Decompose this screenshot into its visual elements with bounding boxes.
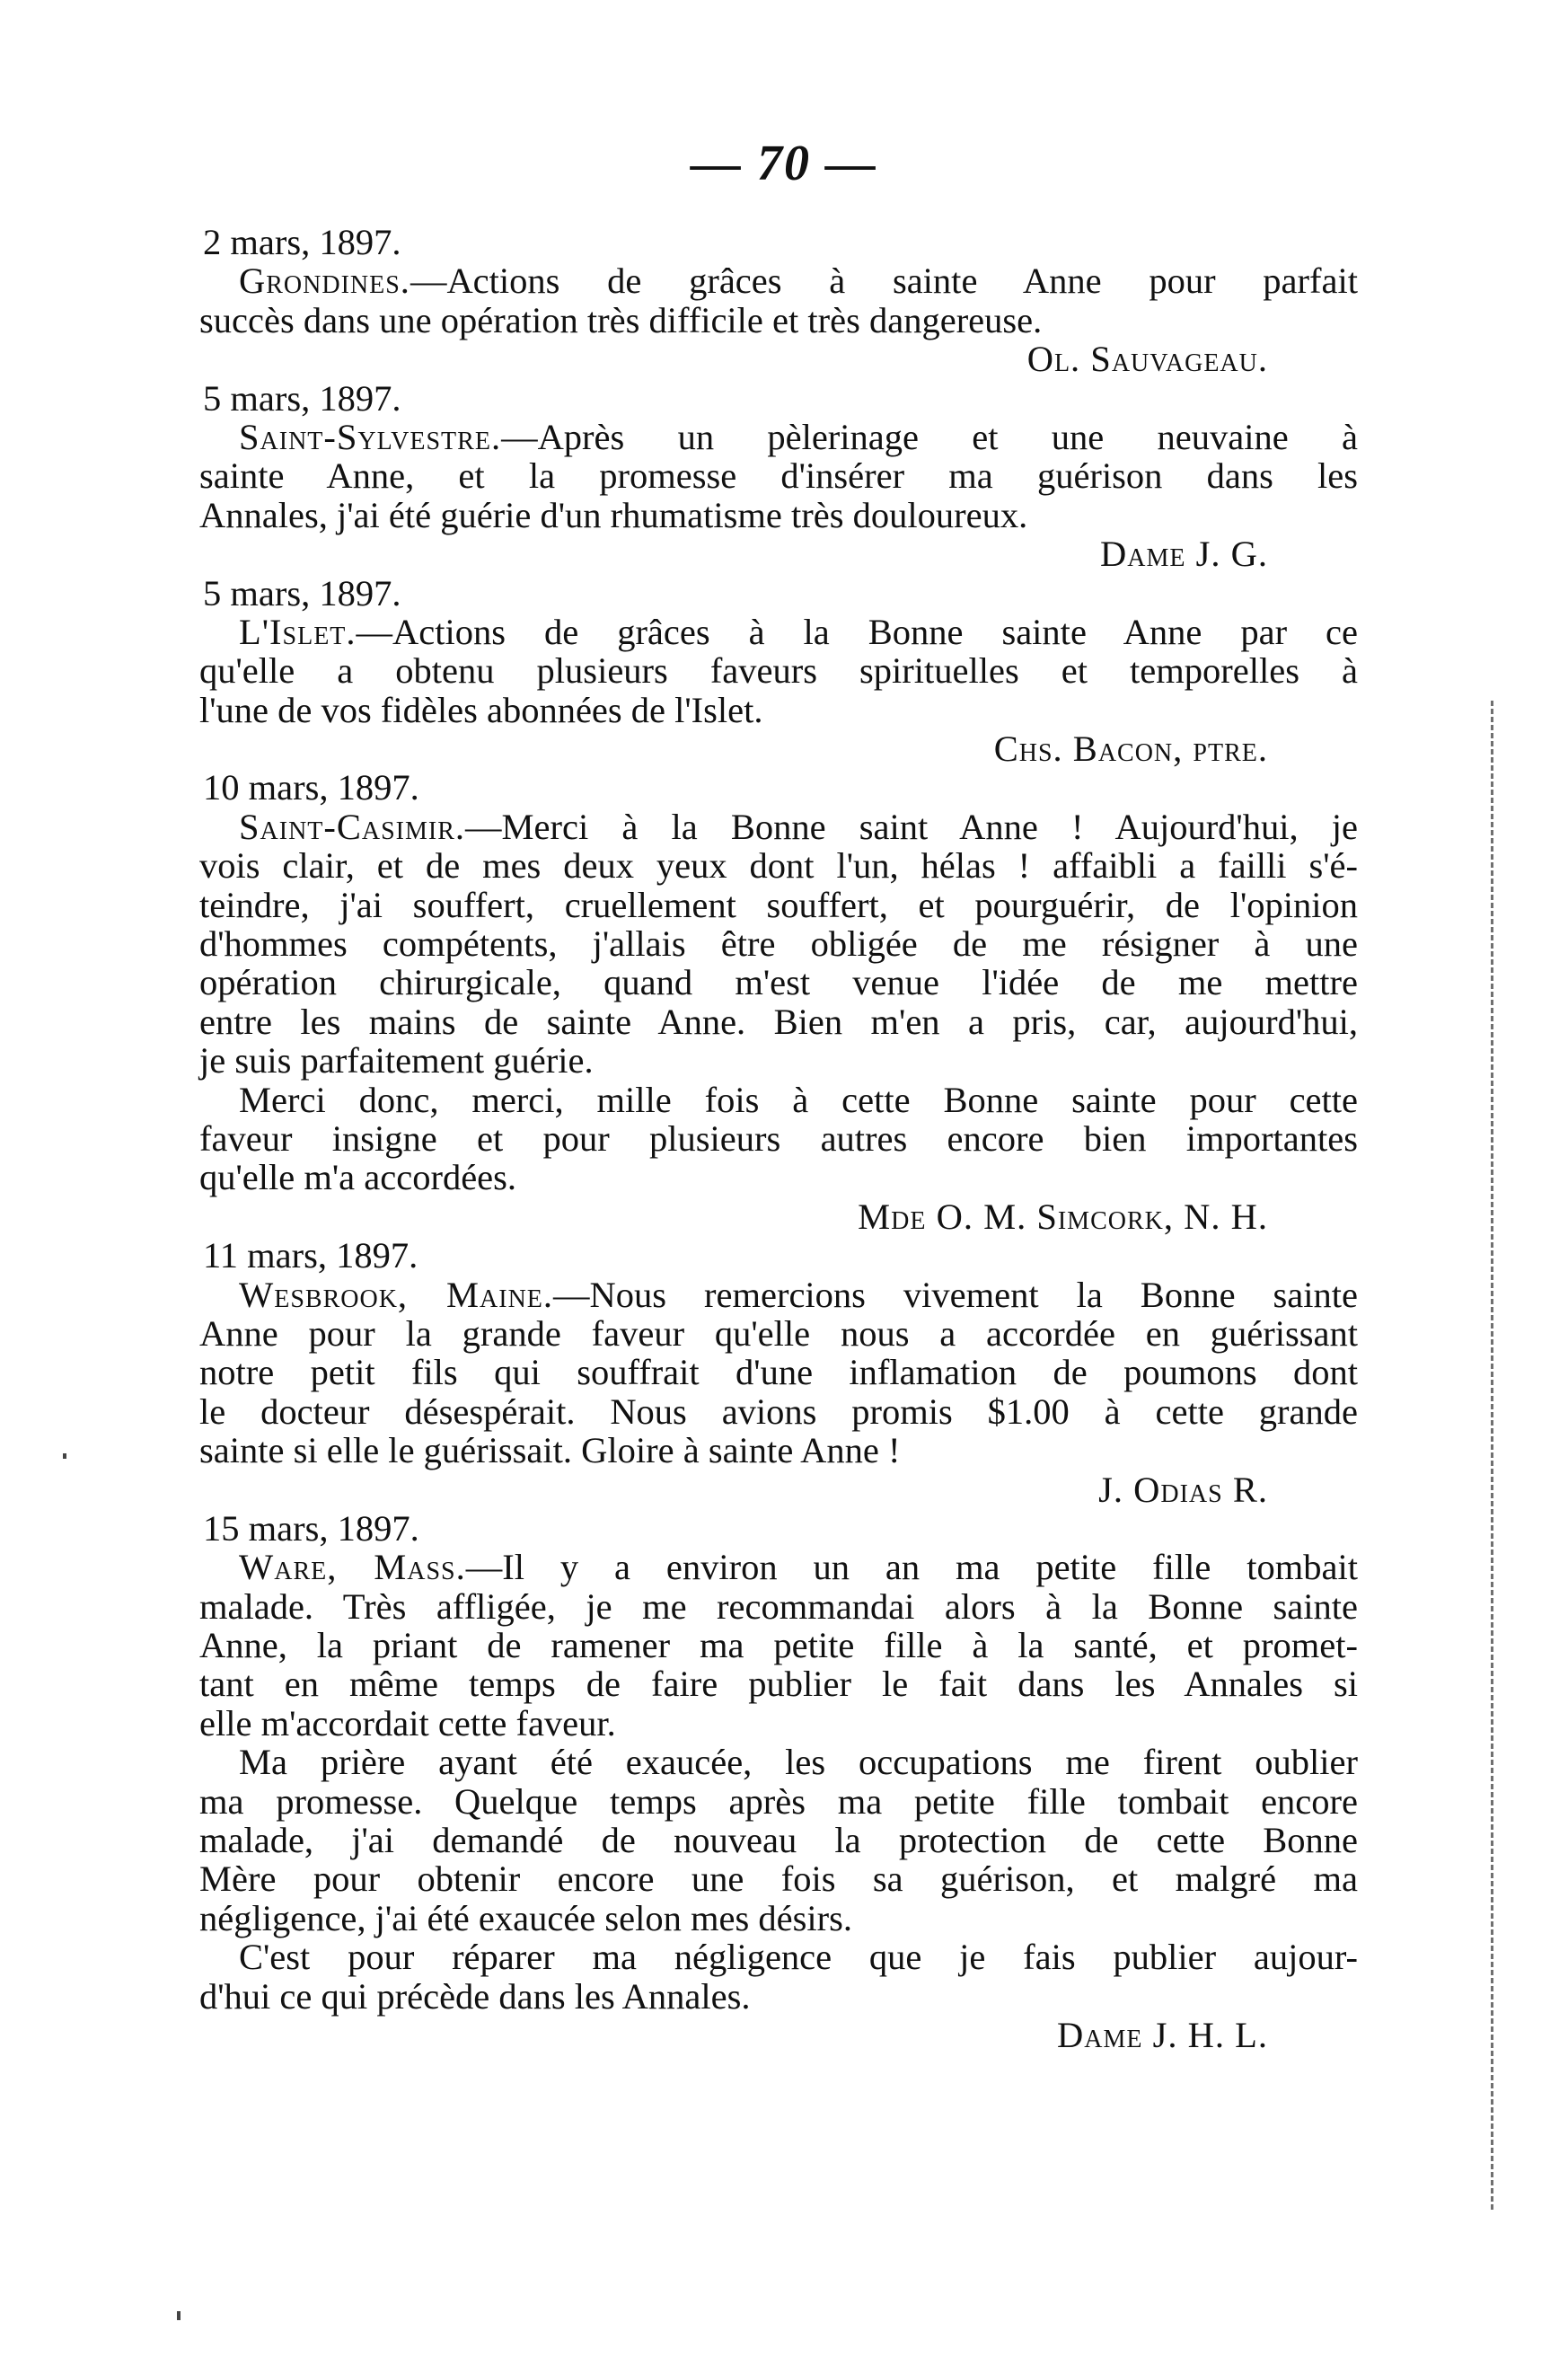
entry-text: Anne pour la grande faveur qu'elle nous a accordée en guérissant: [199, 1312, 1358, 1354]
entry-text: —Actions de grâces à la Bonne sainte Anne par ce: [356, 611, 1358, 652]
entry-text: l'une de vos fidèles abonnées de l'Islet.: [199, 689, 763, 730]
entry-text: entre les mains de sainte Anne. Bien m'en a pris, car, aujourd'hui,: [199, 1001, 1358, 1042]
binding-edge-mark: [1491, 701, 1493, 2210]
entry-text: opération chirurgicale, quand m'est venue l'idée de me mettre: [199, 962, 1358, 1003]
entry-text: malade, j'ai demandé de nouveau la protection de cette Bonne: [199, 1820, 1358, 1861]
entry-text: notre petit fils qui souffrait d'une inflamation de poumons dont: [199, 1352, 1358, 1393]
entry-text: vois clair, et de mes deux yeux dont l'un, hélas ! affaibli a failli s'é-: [199, 845, 1358, 887]
entry-first-line: [199, 261, 1358, 300]
scan-speck: [177, 2311, 181, 2320]
entry-text: sainte si elle le guérissait. Gloire à sainte Anne !: [199, 1430, 901, 1471]
scan-speck: [63, 1453, 66, 1459]
entry-text: d'hui ce qui précède dans les Annales.: [199, 1975, 751, 2017]
entry-date: 10 mars, 1897.: [203, 767, 419, 808]
entry-text: Annales, j'ai été guérie d'un rhumatisme très douloureux.: [199, 494, 1028, 535]
entry-first-line: [199, 613, 1358, 651]
entry-first-line: [199, 418, 1358, 456]
entry-text: négligence, j'ai été exaucée selon mes désirs.: [199, 1897, 852, 1938]
entry-signature: J. Odias R.: [1098, 1469, 1268, 1510]
entry-date: 2 mars, 1897.: [203, 222, 401, 262]
entry-text: tant en même temps de faire publier le fait dans les Annales si: [199, 1664, 1358, 1705]
entry-text: malade. Très affligée, je me recommandai alors à la Bonne sainte: [199, 1585, 1358, 1627]
entry-text: succès dans une opération très difficile et très dangereuse.: [199, 299, 1043, 340]
entry-text: Ma prière ayant été exaucée, les occupations me firent oublier: [239, 1742, 1358, 1783]
entry-signature: Mde O. M. Simcork, N. H.: [858, 1196, 1268, 1237]
entry-text: elle m'accordait cette faveur.: [199, 1702, 616, 1743]
entry-signature: Dame J. G.: [1100, 534, 1268, 575]
entry-place: L'Islet.: [239, 611, 357, 652]
page-number: — 70 —: [691, 136, 877, 191]
entry-signature: Chs. Bacon, ptre.: [993, 728, 1268, 770]
entry-text: —Actions de grâces à sainte Anne pour parfait: [410, 260, 1358, 302]
entry-text: le docteur désespérait. Nous avions promis $1.00 à cette grande: [199, 1390, 1358, 1432]
entry-place: Saint-Casimir.: [239, 806, 466, 847]
entry-first-line: [199, 1548, 1358, 1586]
entry-text: sainte Anne, et la promesse d'insérer ma guérison dans les: [199, 455, 1358, 497]
entry-text: C'est pour réparer ma négligence que je fais publier aujour-: [239, 1937, 1358, 1978]
entry-text: qu'elle a obtenu plusieurs faveurs spirituelles et temporelles à: [199, 650, 1358, 692]
entry-text: qu'elle m'a accordées.: [199, 1157, 517, 1198]
entry-first-line: [199, 1276, 1358, 1314]
entry-first-line: [199, 808, 1358, 846]
entry-text: d'hommes compétents, j'allais être obligée de me résigner à une: [199, 923, 1358, 965]
entry-place: Wesbrook, Maine.: [239, 1274, 554, 1315]
entry-place: Ware, Mass.: [239, 1547, 466, 1588]
entry-text: —Merci à la Bonne saint Anne ! Aujourd'hui, je: [465, 806, 1358, 847]
entry-place: Saint-Sylvestre.: [239, 416, 502, 457]
entry-text: —Nous remercions vivement la Bonne sainte: [553, 1274, 1358, 1315]
text-body: [199, 223, 1358, 2054]
entry-signature: Ol. Sauvageau.: [1026, 339, 1268, 380]
entry-text: ma promesse. Quelque temps après ma petite fille tombait encore: [199, 1780, 1358, 1822]
entry-date: 11 mars, 1897.: [203, 1235, 418, 1276]
entry-place: Grondines.: [239, 260, 410, 302]
entry-text: Mère pour obtenir encore une fois sa guérison, et malgré ma: [199, 1858, 1358, 1900]
entry-text: —Il y a environ un an ma petite fille tombait: [465, 1547, 1359, 1588]
entry-text: Merci donc, merci, mille fois à cette Bonne sainte pour cette: [239, 1079, 1358, 1120]
entry-date: 5 mars, 1897.: [203, 572, 401, 614]
entry-text: faveur insigne et pour plusieurs autres encore bien importantes: [199, 1117, 1358, 1159]
entry-date: 15 mars, 1897.: [203, 1507, 419, 1549]
entry-text: Anne, la priant de ramener ma petite fille à la santé, et promet-: [199, 1625, 1358, 1666]
entry-text: je suis parfaitement guérie.: [199, 1040, 594, 1081]
entry-text: teindre, j'ai souffert, cruellement souffert, et pourguérir, de l'opinion: [199, 884, 1358, 925]
entry-signature: Dame J. H. L.: [1057, 2014, 1268, 2055]
entry-text: —Après un pèlerinage et une neuvaine à: [501, 416, 1358, 457]
entry-date: 5 mars, 1897.: [203, 377, 401, 419]
